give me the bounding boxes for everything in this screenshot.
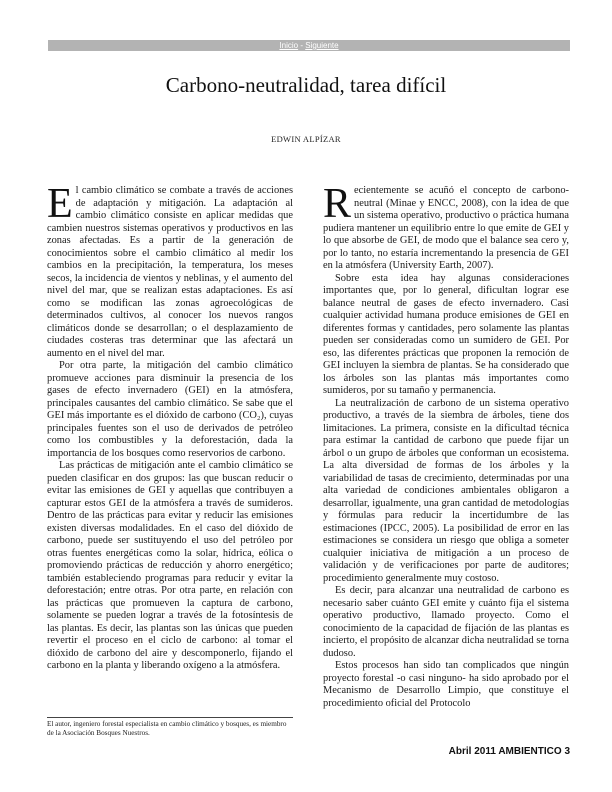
paragraph: Por otra parte, la mitigación del cambio climático promueve acciones para disminuir la presencia de los gases de efecto invernadero (GEI) en la atmósfera, principales causantes del cambio climático. Se sabe que el GEI más importante es el dióxido de carbono (CO₂), cuyas principales fuentes son el uso de derivados de petróleo como los combustibles y la deforestación, dada la importancia de los bosques como reservorios de carbono. [47,360,293,459]
home-link[interactable]: Inicio [279,41,299,50]
paragraph-text: l cambio climático se combate a través de acciones de adaptación y mitigación. La adaptación al cambio climático consiste en aplicar medidas que cambien nuestros sistemas operativos y productivos en las zonas afectadas. Es a partir de la generación de conocimientos sobre el cambio climático al medir los cambios en la precipitación, la temperatura, los meses secos, la incidencia de vientos y neblinas, y el aumento del nivel del mar, que se realizan estas adaptaciones. Es así como se modifican las zonas agroecológicas de determinados cultivos, al conocer los nuevos rangos climáticos donde se desarrollan; o el desplazamiento de ciudades costeras tras determinar que las afectará un aumento en el nivel del mar. [47,185,293,359]
next-link[interactable]: Siguiente [305,41,339,50]
article-title: Carbono-neutralidad, tarea difícil [165,73,447,97]
nav-separator: - [298,41,306,50]
paragraph: Sobre esta idea hay algunas consideraciones importantes que, por lo general, dificultan lograr ese balance neutral de gases de efecto invernadero. Casi cualquier actividad humana produce emisiones de GEI en diferentes formas y cantidades, pero solamente las plantas pueden ser consideradas como un sumidero de GEI. Por eso, las diferentes prácticas que proponen la remoción de GEI incluyen la siembra de plantas. Se ha considerado que los árboles son las plantas más importantes como sumideros, por su tamaño y permanencia. [323,272,569,396]
page-footer: Abril 2011 AMBIENTICO 3 [448,746,570,757]
paragraph: Es decir, para alcanzar una neutralidad de carbono es necesario saber cuánto GEI emite y cuánto fija el sistema operativo productivo, llamado proyecto. Como el conocimiento de la capacidad de fijación de las plantas es incierto, el propósito de alcanzar dicha neutralidad se torna dudoso. [323,585,569,659]
author-footnote: El autor, ingeniero forestal especialista en cambio climático y bosques, es miembro de la Asociación Bosques Nuestros. [47,717,293,738]
drop-cap: R [323,181,352,227]
drop-cap: E [47,181,73,227]
paragraph [323,181,569,273]
article-author: EDWIN ALPÍZAR [271,134,341,144]
left-column [47,181,293,673]
paragraph: Estos procesos han sido tan complicados que ningún proyecto forestal -o casi ninguno- ha sido aprobado por el Mecanismo de Desarrollo Limpio, que constituye el procedimiento oficial del Protocolo [323,660,569,709]
paragraph-text: ecientemente se acuñó el concepto de carbono-neutral (Minae y ENCC, 2008), con la idea de que un sistema operativo, productivo o práctica humana pudiera mantener un equilibrio entre lo que emite de GEI y lo que absorbe de GEI, de modo que el balance sea cero y, por lo tanto, no estaría incrementando la presencia de GEI en la atmósfera (University Earth, 2007). [323,185,569,271]
paragraph: La neutralización de carbono de un sistema operativo productivo, a través de la siembra de árboles, tiene dos limitaciones. La primera, consiste en la dificultad técnica para estimar la cantidad de carbono que puede fijar un árbol o un grupo de árboles que conforman un ecosistema. La alta diversidad de formas de los árboles y la variabilidad de tasas de crecimiento, determinadas por una alta variedad de condiciones ambientales obligaron a desarrollar, igualmente, una gran cantidad de metodologías y fórmulas para reducir la incertidumbre de las estimaciones (IPCC, 2005). La posibilidad de error en las estimaciones se considera un riesgo que obliga a someter cualquier iniciativa de mitigación a un proceso de validación y de verificaciones por parte de auditores; procedimiento generalmente muy costoso. [323,397,569,584]
paragraph [47,181,293,360]
paragraph: Las prácticas de mitigación ante el cambio climático se pueden clasificar en dos grupos: las que buscan reducir o evitar las emisiones de GEI y aquellas que contribuyen a capturar estos GEI de la atmósfera a través de sumideros. Dentro de las prácticas para evitar y reducir las emisiones existen diversas modalidades. En el caso del dióxido de carbono, puede ser sustituyendo el uso del petróleo por otras fuentes energéticas como la solar, hídrica, eólica o promoviendo prácticas de reducción y ahorro energético; también estableciendo programas para reducir y evitar la deforestación; entre otras. Por otra parte, en relación con las prácticas que promueven la captura de carbono, solamente se pueden lograr a través de la fotosíntesis de las plantas. Es decir, las plantas son las únicas que pueden revertir el proceso en el ciclo de carbono: al tomar el dióxido de carbono del aire y descomponerlo, fijando el carbono en la planta y liberando oxígeno a la atmósfera. [47,460,293,671]
navigation-bar [48,40,570,51]
right-column [323,181,569,710]
